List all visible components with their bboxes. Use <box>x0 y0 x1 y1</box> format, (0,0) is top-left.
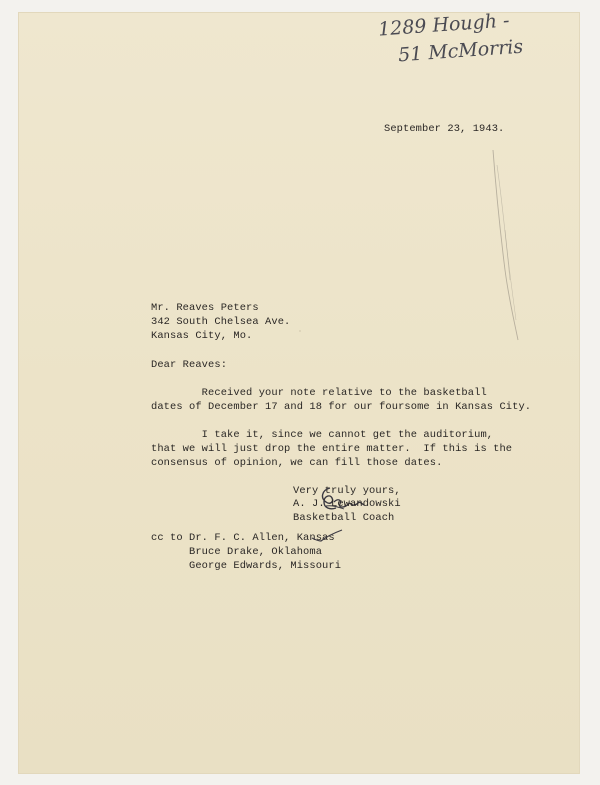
salutation: Dear Reaves: <box>151 359 228 371</box>
cc-line-1: cc to Dr. F. C. Allen, Kansas <box>151 532 335 544</box>
paragraph-2-line-2: that we will just drop the entire matter. If this is the <box>151 443 513 455</box>
closing: Very truly yours, <box>293 485 401 497</box>
paragraph-1-line-2: dates of December 17 and 18 for our foursome in Kansas City. <box>151 401 532 413</box>
check-mark-icon <box>310 528 344 544</box>
paragraph-2-line-1: I take it, since we cannot get the auditorium, <box>151 429 494 441</box>
cc-line-3: George Edwards, Missouri <box>151 560 342 572</box>
recipient-street: 342 South Chelsea Ave. <box>151 316 291 328</box>
cc-line-2: Bruce Drake, Oklahoma <box>151 546 323 558</box>
signer-title: Basketball Coach <box>293 512 395 524</box>
recipient-name: Mr. Reaves Peters <box>151 302 259 314</box>
handwritten-note-line2: 51 McMorris <box>397 35 524 67</box>
recipient-city: Kansas City, Mo. <box>151 330 253 342</box>
letter-date: September 23, 1943. <box>384 123 505 135</box>
signer-name: A. J. Lewandowski <box>293 498 401 510</box>
paragraph-2-line-3: consensus of opinion, we can fill those dates. <box>151 457 443 469</box>
handwritten-note-line1: 1289 Hough - <box>377 9 511 41</box>
paragraph-1-line-1: Received your note relative to the basketball <box>151 387 487 399</box>
